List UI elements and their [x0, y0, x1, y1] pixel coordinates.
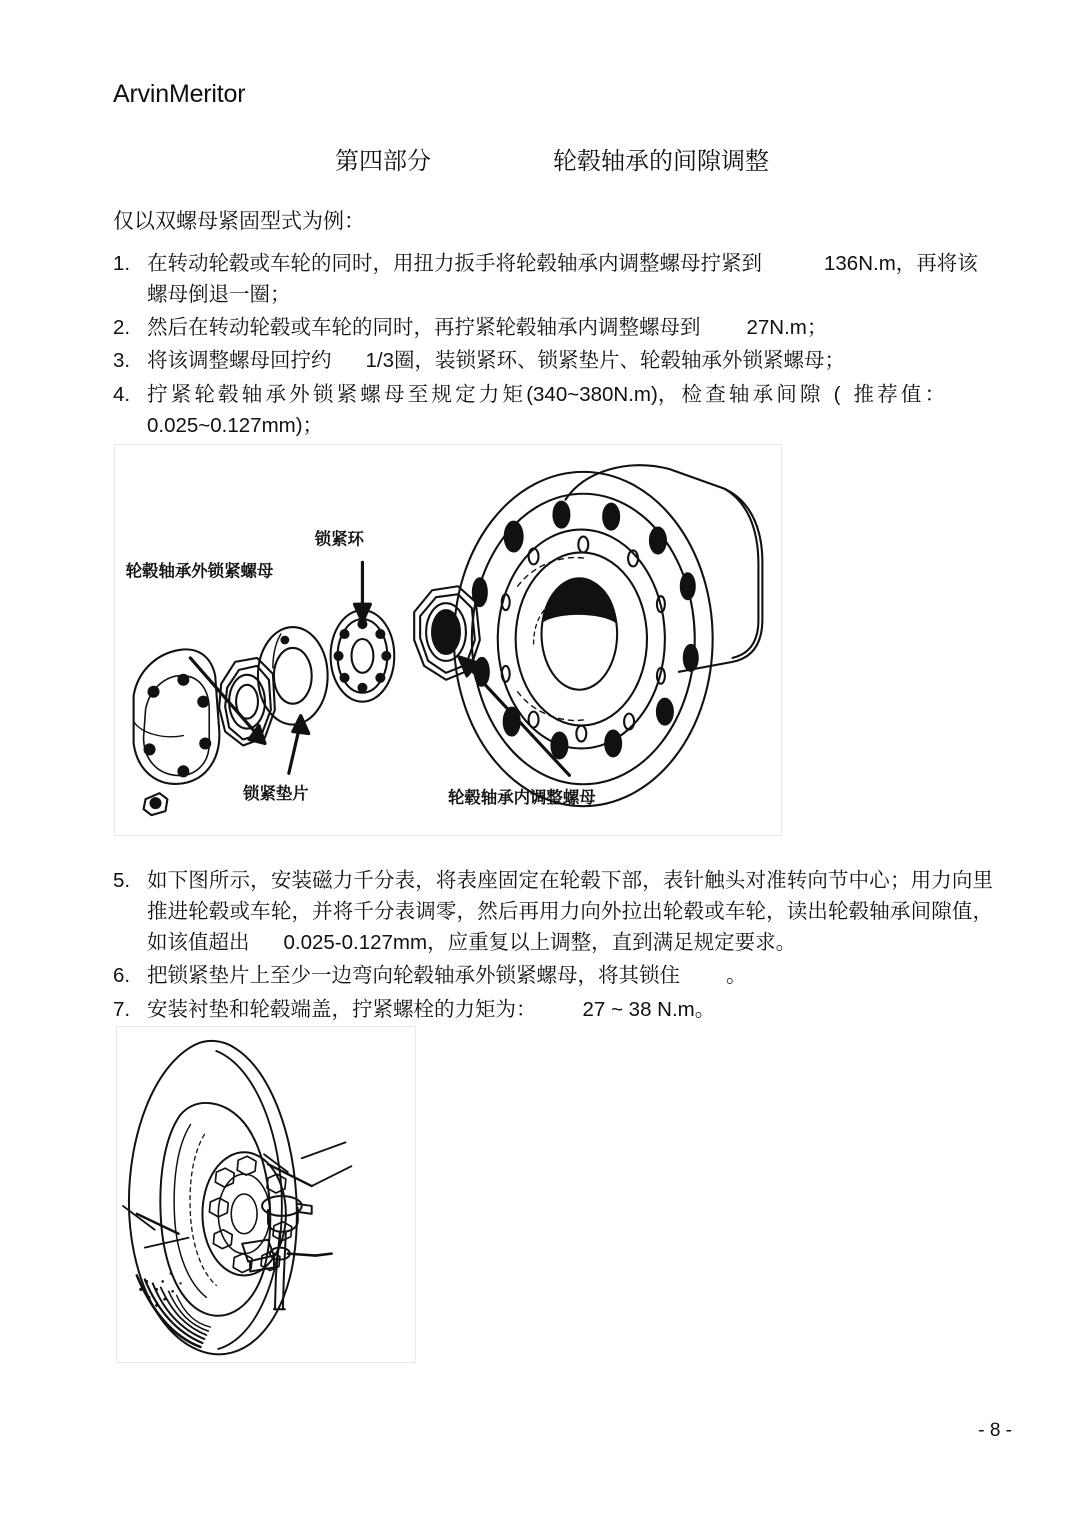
dial-indicator-drawing	[117, 1027, 415, 1362]
lock-washer-part	[258, 627, 328, 724]
list-item	[113, 248, 993, 310]
list-item-number: 1.	[113, 252, 131, 275]
dial-indicator-assembly	[242, 1196, 331, 1309]
steps-list-lower	[113, 865, 993, 1027]
label-lock-washer: 锁紧垫片	[243, 785, 309, 804]
step3-text-b: 圈，装锁紧环、锁紧垫片、轮毂轴承外锁紧螺母；	[394, 349, 845, 373]
leader-lines	[123, 1142, 351, 1247]
label-lock-ring: 锁紧环	[314, 530, 364, 549]
figure-wheel-dial-indicator	[116, 1026, 416, 1363]
step7-value: 27 ~ 38 N.m	[582, 997, 695, 1021]
section-label: 第四部分	[335, 148, 431, 175]
step4-text-b: ，检查轴承间隙 ( 推荐值：	[657, 382, 949, 406]
list-item-text	[147, 379, 993, 441]
lock-ring-part	[331, 610, 395, 702]
brand-logo-text: ArvinMeritor	[113, 80, 246, 108]
label-inner-adjust-nut: 轮毂轴承内调整螺母	[448, 789, 596, 808]
list-item-number: 3.	[113, 349, 131, 373]
hub-flange-drawing	[454, 465, 762, 806]
list-item	[113, 865, 993, 958]
step2-text-a: 然后在转动轮毂或车轮的同时，再拧紧轮毂轴承内调整螺母到	[147, 316, 701, 340]
list-item-number: 7.	[113, 997, 131, 1021]
step4-text-a: 拧紧轮毂轴承外锁紧螺母至规定力矩	[147, 382, 527, 406]
list-item-number: 4.	[113, 382, 131, 406]
step5-value: 0.025-0.127mm	[283, 931, 428, 955]
list-item	[113, 345, 993, 376]
step3-text-a: 将该调整螺母回拧约	[147, 349, 332, 373]
list-item	[113, 379, 993, 441]
step3-value: 1/3	[365, 349, 394, 373]
list-item-text	[147, 248, 993, 310]
section-title: 轮毂轴承的间隙调整	[553, 148, 769, 175]
label-outer-lock-nut: 轮毂轴承外锁紧螺母	[125, 562, 274, 581]
page-title	[113, 141, 973, 176]
step4-value: (340~380N.m)	[526, 382, 658, 406]
list-item-number: 6.	[113, 964, 131, 988]
list-item-text	[147, 865, 993, 958]
page-number: - 8 -	[978, 1420, 1012, 1441]
step2-value: 27N.m	[746, 316, 807, 340]
step5-text-b: ，应重复以上调整，直到满足规定要求。	[427, 931, 797, 955]
list-item-number: 5.	[113, 869, 131, 892]
exploded-assembly-drawing	[115, 445, 781, 835]
list-item-text	[147, 345, 993, 376]
step1-value: 136N.m	[824, 252, 896, 275]
list-item-text	[147, 994, 993, 1025]
wheel-rim-drawing	[160, 1103, 286, 1316]
list-item	[113, 994, 993, 1025]
step1-text-a: 在转动轮毂或车轮的同时，用扭力扳手将轮毂轴承内调整螺母拧紧到	[147, 252, 762, 275]
list-item	[113, 312, 993, 343]
list-item-text	[147, 960, 993, 991]
list-item	[113, 960, 993, 991]
step6-text-b: 。	[726, 964, 747, 988]
step5-text-a: 如下图所示，安装磁力千分表，将表座固定在轮毂下部，表针触头对准转向节中心；用力向里推进轮毂或车轮，并将千分表调零，然后再用力向外拉出轮毂或车轮，读出轮毂轴承间隙值，如该值超出	[147, 869, 993, 955]
step7-text-a: 安装衬垫和轮毂端盖，拧紧螺栓的力矩为：	[147, 997, 537, 1021]
step1-text-b: ，再将该螺母倒退一圈；	[147, 252, 978, 307]
step4-text-c: 0.025~0.127mm)；	[147, 413, 324, 437]
list-item-number: 2.	[113, 316, 131, 340]
list-item-text	[147, 312, 993, 343]
figure-exploded-hub-assembly	[114, 444, 782, 836]
steps-list-upper	[113, 248, 993, 443]
step2-text-b: ；	[806, 316, 828, 340]
intro-text: 仅以双螺母紧固型式为例：	[113, 210, 365, 233]
step6-text-a: 把锁紧垫片上至少一边弯向轮毂轴承外锁紧螺母，将其锁住	[147, 964, 680, 988]
step7-text-b: 。	[694, 997, 716, 1021]
